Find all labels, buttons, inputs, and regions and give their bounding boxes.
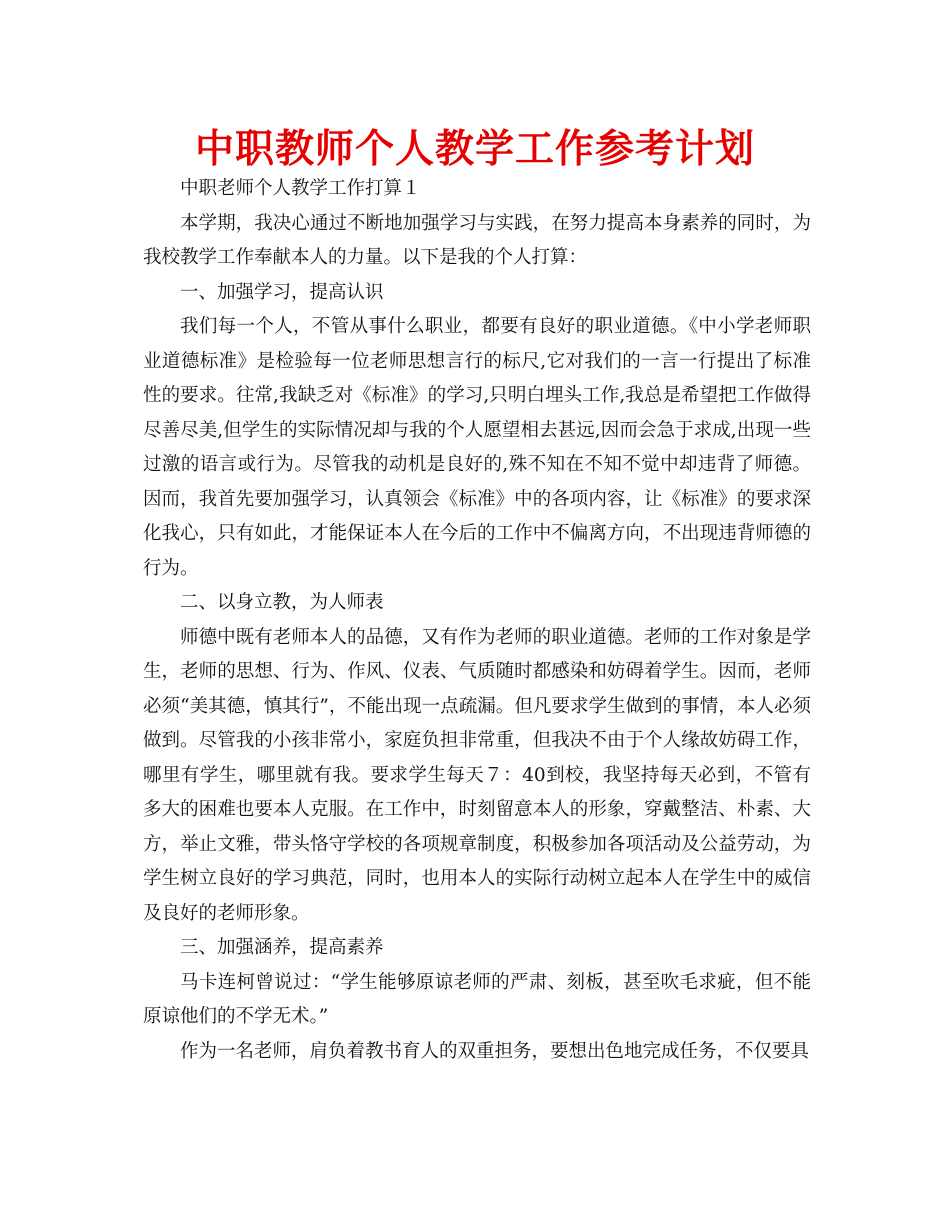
document-title: 中职教师个人教学工作参考计划	[194, 127, 755, 172]
document-body	[143, 172, 811, 1069]
paragraph-section-3: 作为一名老师，肩负着教书育人的双重担务，要想出色地完成任务，不仅要具	[180, 1040, 810, 1062]
section-heading-3: 三、加强涵养，提高素养	[180, 937, 384, 958]
section-heading-2: 二、以身立教，为人师表	[180, 592, 384, 613]
section-heading-1: 一、加强学习，提高认识	[180, 281, 384, 303]
paragraph-quote: 马卡连柯曾说过：“学生能够原谅老师的严肃、刻板，甚至吹毛求疵，但不能原谅他们的不学无术。”	[143, 971, 811, 1027]
subtitle-line: 中职老师个人教学工作打算１	[180, 178, 421, 199]
paragraph-section-2: 师德中既有老师本人的品德，又有作为老师的职业道德。老师的工作对象是学生，老师的思想、行为、作风、仪表、气质随时都感染和妨碍着学生。因而，老师必须“美其德，慎其行”，不能出现一点疏漏。但凡要求学生做到的事情，本人必须做到。尽管我的小孩非常小，家庭负担非常重，但我决不由于个人缘故妨碍工作，哪里有学生，哪里就有我。要求学生每天７：40到校，我坚持每天必到，不管有多大的困难也要本人克服。在工作中，时刻留意本人的形象，穿戴整洁、朴素、大方，举止文雅，带头恪守学校的各项规章制度，积极参加各项活动及公益劳动，为学生树立良好的学习典范，同时，也用本人的实际行动树立起本人在学生中的威信及良好的老师形象。	[143, 626, 811, 924]
paragraph-intro: 本学期，我决心通过不断地加强学习与实践，在努力提高本身素养的同时，为我校教学工作奉献本人的力量。以下是我的个人打算：	[143, 212, 811, 268]
paragraph-section-1: 我们每一个人，不管从事什么职业，都要有良好的职业道德。《中小学老师职业道德标准》是检验每一位老师思想言行的标尺,它对我们的一言一行提出了标准性的要求。往常,我缺乏对《标准》的学习,只明白埋头工作,我总是希望把工作做得尽善尽美,但学生的实际情况却与我的个人愿望相去甚远,因而会急于求成,出现一些过激的语言或行为。尽管我的动机是良好的,殊不知在不知不觉中却违背了师德。因而，我首先要加强学习，认真领会《标准》中的各项内容，让《标准》的要求深化我心，只有如此，才能保证本人在今后的工作中不偏离方向，不出现违背师德的行为。	[143, 316, 811, 579]
